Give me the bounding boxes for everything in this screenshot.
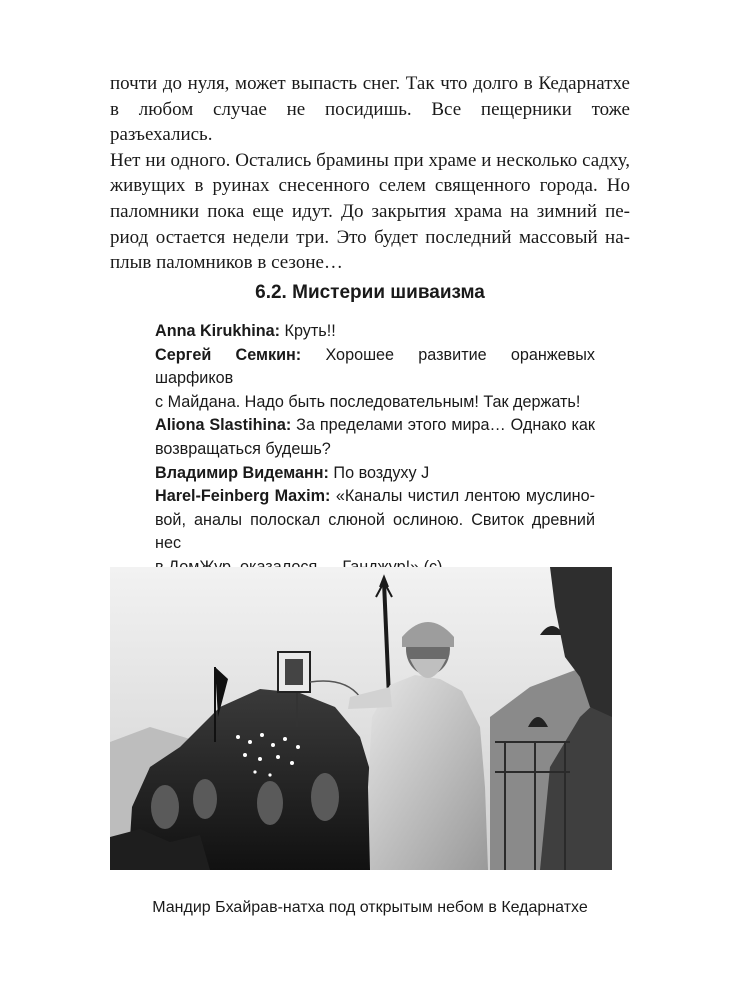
paragraph-line: паломники пока еще идут. До закрытия храма на зимний пе- <box>110 200 630 222</box>
section-title: 6.2. Мистерии шиваизма <box>255 282 485 303</box>
temple-photo <box>110 567 612 870</box>
paragraph-line: в любом случае не посидишь. Все пещерники тоже разъехались. <box>110 98 630 146</box>
comment-line <box>155 344 595 391</box>
comment-line: с Майдана. Надо быть последовательным! Так держать! <box>155 392 581 411</box>
comment-author: Aliona Slastihina: <box>155 416 292 435</box>
comment-text: Круть!! <box>280 322 336 340</box>
paragraph-line: почти до нуля, может выпасть снег. Так что долго в Кедарнатхе <box>110 73 630 94</box>
comment-line <box>155 462 595 486</box>
comment-text: За пределами этого мира… Однако как <box>291 416 595 435</box>
comment-line: вой, аналы полоскал слюной ослиною. Свиток древний нес <box>155 510 595 553</box>
comment-author: Сергей Семкин: <box>155 345 302 364</box>
comment-list <box>155 320 595 603</box>
comment-author: Владимир Видеманн: <box>155 463 329 482</box>
comment-line <box>155 485 595 509</box>
comment-text: По воздуху J <box>328 463 430 482</box>
figure-caption: Мандир Бхайрав-натха под открытым небом в Кедарнатхе <box>152 899 588 916</box>
intro-paragraph <box>110 71 630 276</box>
comment-text: Хорошее развитие оранжевых шарфиков <box>155 345 596 388</box>
comment-author: Anna Kirukhina: <box>155 322 281 340</box>
deity-image <box>285 659 303 685</box>
comment-line: возвращаться будешь? <box>155 439 331 458</box>
paragraph-line: Нет ни одного. Остались брамины при храме и несколько садху, <box>110 149 630 171</box>
comment-line <box>155 320 595 344</box>
paragraph-line: риод остается недели три. Это будет последний массовый на- <box>110 226 630 248</box>
comment-author: Harel-Feinberg Maxim: <box>155 487 331 506</box>
comment-text: «Каналы чистил лентою муслино- <box>330 487 595 506</box>
temple-photo-illustration <box>110 567 612 870</box>
paragraph-line: плыв паломников в сезоне… <box>110 252 343 274</box>
comment-line <box>155 414 595 438</box>
paragraph-line: живущих в руинах снесенного селем священного города. Но <box>110 175 630 197</box>
